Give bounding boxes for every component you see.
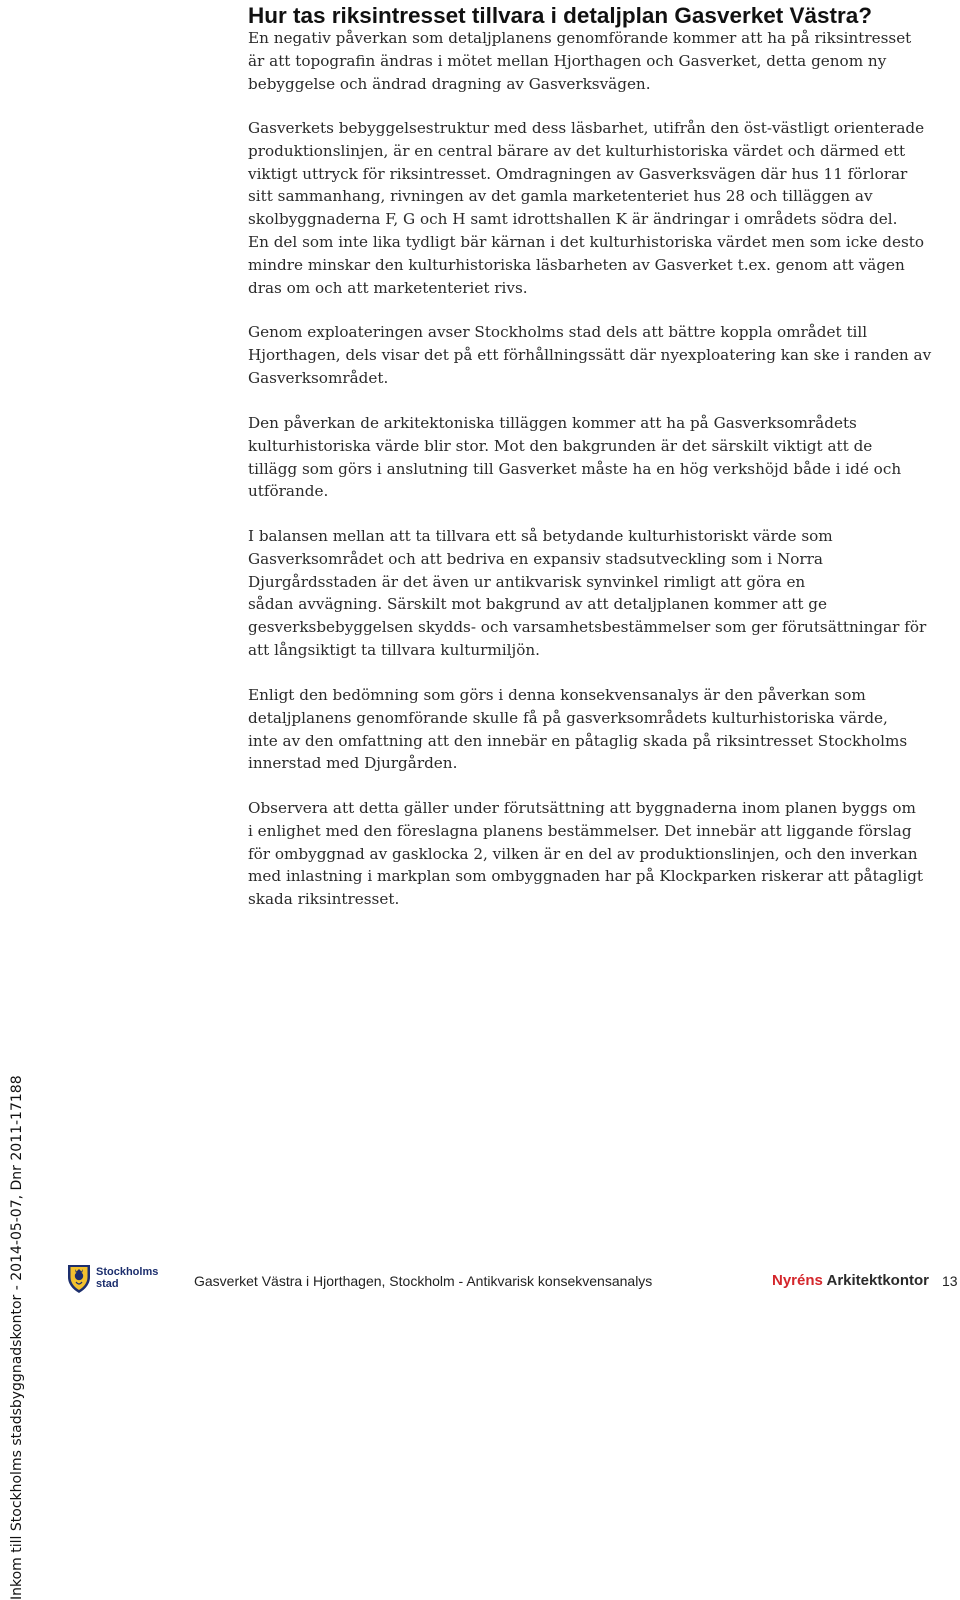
text-line: med inlastning i markplan som ombyggnaden har på Klockparken riskerar att påtagligt — [248, 867, 924, 886]
text-line: kulturhistoriska värde blir stor. Mot den bakgrunden är det särskilt viktigt att de — [248, 436, 873, 455]
body-text — [248, 321, 938, 389]
text-line: för ombyggnad av gasklocka 2, vilken är en del av produktionslinjen, och den inverkan — [248, 844, 918, 863]
text-line: Enligt den bedömning som görs i denna konsekvensanalys är den påverkan som — [248, 686, 866, 704]
text-line: dras om och att marketenteriet rivs. — [248, 278, 528, 297]
paragraph — [248, 117, 938, 299]
text-line: En del som inte lika tydligt bär kärnan i det kulturhistoriska värdet men som icke desto — [248, 232, 925, 251]
text-line: är att topografin ändras i mötet mellan Hjorthagen och Gasverket, detta genom ny — [248, 51, 887, 70]
footer-brand — [772, 1271, 929, 1291]
body-text — [248, 684, 938, 775]
text-line: gesverksbebyggelsen skydds- och varsamhetsbestämmelser som ger förutsättningar för — [248, 618, 927, 637]
text-line: innerstad med Djurgården. — [248, 754, 458, 773]
body-text — [248, 117, 938, 299]
paragraph — [248, 684, 938, 775]
text-line: Genom exploateringen avser Stockholms stad dels att bättre koppla området till — [248, 323, 868, 341]
text-line: Djurgårdsstaden är det även ur antikvarisk synvinkel rimligt att göra en — [248, 572, 806, 591]
text-line: tillägg som görs i anslutning till Gasverket måste ha en hög verkshöjd både i idé och — [248, 459, 902, 478]
text-line: Gasverksområdet. — [248, 368, 389, 387]
page-heading: Hur tas riksintresset tillvara i detaljplan Gasverket Västra? — [248, 3, 873, 28]
body-text — [248, 412, 938, 503]
text-line: skada riksintresset. — [248, 890, 400, 909]
text-line: sitt sammanhang, rivningen av det gamla marketenteriet hus 28 och tilläggen av — [248, 187, 873, 206]
text-line: bebyggelse och ändrad dragning av Gasverksvägen. — [248, 74, 651, 93]
text-line: Gasverkets bebyggelsestruktur med dess läsbarhet, utifrån den öst-västligt orienterade — [248, 119, 925, 137]
paragraph — [248, 27, 938, 95]
registration-stamp: Inkom till Stockholms stadsbyggnadskontor - 2014-05-07, Dnr 2011-17188 — [9, 1075, 25, 1600]
brand-suffix: Arkitektkontor — [826, 1272, 930, 1289]
logo-line: Stockholms — [96, 1266, 159, 1278]
text-line: skolbyggnaderna F, G och H samt idrottshallen K är ändringar i områdets södra del. — [248, 210, 898, 229]
text-line: viktigt uttryck för riksintresset. Omdragningen av Gasverksvägen där hus 11 förlorar — [248, 164, 908, 183]
paragraph — [248, 797, 938, 911]
paragraph — [248, 412, 938, 503]
text-line: sådan avvägning. Särskilt mot bakgrund av att detaljplanen kommer att ge — [248, 595, 827, 614]
text-line: Gasverksområdet och att bedriva en expansiv stadsutveckling som i Norra — [248, 549, 823, 568]
text-line: En negativ påverkan som detaljplanens genomförande kommer att ha på riksintresset — [248, 29, 912, 47]
paragraph — [248, 525, 938, 662]
text-line: Observera att detta gäller under förutsättning att byggnaderna inom planen byggs om — [248, 799, 916, 817]
text-line: mindre minskar den kulturhistoriska läsbarheten av Gasverket t.ex. genom att vägen — [248, 255, 905, 274]
text-line: Den påverkan de arkitektoniska tilläggen kommer att ha på Gasverksområdets — [248, 414, 857, 432]
text-line: inte av den omfattning att den innebär en påtaglig skada på riksintresset Stockholms — [248, 731, 908, 750]
page-number: 13 — [942, 1273, 958, 1289]
city-shield-icon — [66, 1262, 92, 1294]
text-line: i enlighet med den föreslagna planens bestämmelser. Det innebär att liggande förslag — [248, 821, 912, 840]
paragraph — [248, 321, 938, 389]
text-line: Hjorthagen, dels visar det på ett förhållningssätt där nyexploatering kan ske i randen av — [248, 345, 932, 364]
logo-wordmark — [96, 1266, 158, 1290]
text-line: produktionslinjen, är en central bärare av det kulturhistoriska värdet och därmed ett — [248, 141, 906, 160]
stockholms-stad-logo — [66, 1262, 159, 1298]
brand-name: Nyréns — [772, 1272, 823, 1289]
body-text — [248, 797, 938, 911]
body-text — [248, 525, 938, 662]
text-line: att långsiktigt ta tillvara kulturmiljön. — [248, 640, 540, 659]
logo-line: stad — [96, 1278, 119, 1290]
body-text — [248, 27, 938, 95]
text-line: I balansen mellan att ta tillvara ett så betydande kulturhistoriskt värde som — [248, 527, 833, 545]
text-line: utförande. — [248, 482, 329, 501]
text-line: detaljplanens genomförande skulle få på gasverksområdets kulturhistoriska värde, — [248, 708, 888, 727]
footer-title: Gasverket Västra i Hjorthagen, Stockholm - Antikvarisk konsekvensanalys — [194, 1273, 653, 1289]
